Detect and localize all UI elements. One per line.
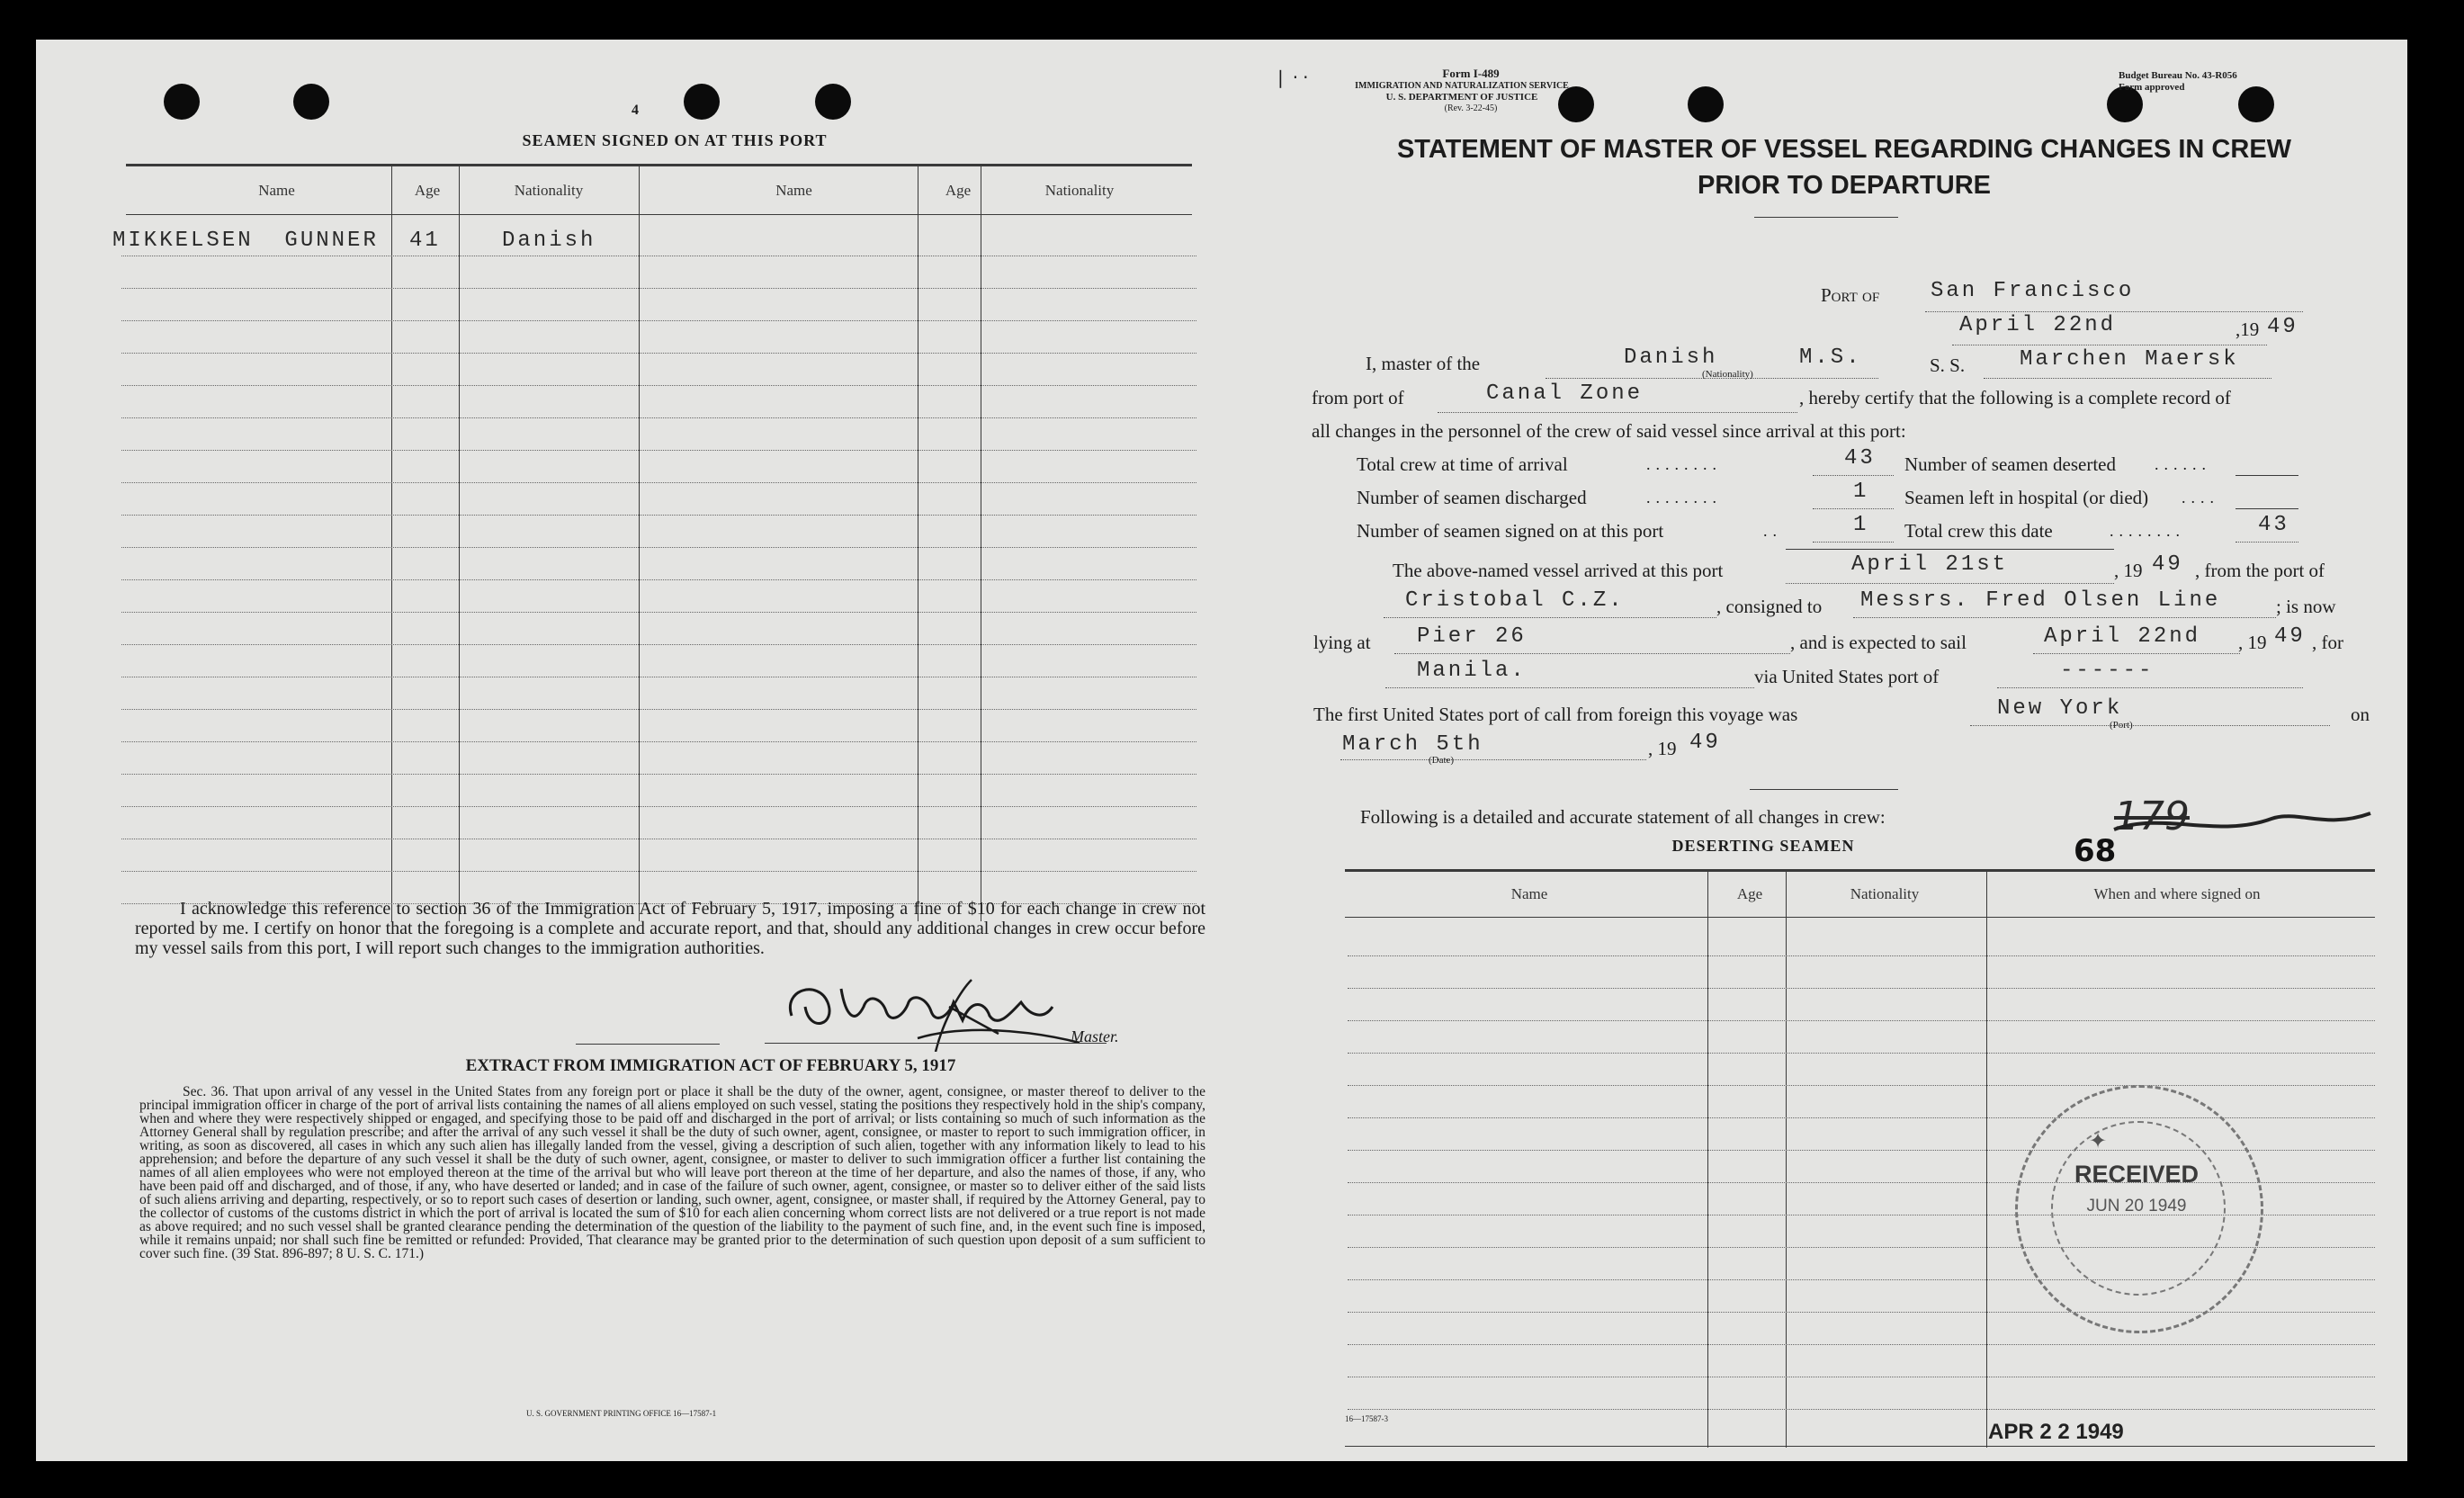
document-sheet xyxy=(36,40,2407,1461)
leader-dots: ...... xyxy=(2155,455,2211,473)
origin-port: Cristobal C.Z. xyxy=(1405,588,1625,613)
first-port-year: 49 xyxy=(1689,731,1721,755)
section-title: SEAMEN SIGNED ON AT THIS PORT xyxy=(522,131,828,149)
form-title-line-2: PRIOR TO DEPARTURE xyxy=(1697,171,1991,200)
deserting-header-rule xyxy=(1345,917,2375,918)
hospital-label: Seamen left in hospital (or died) xyxy=(1904,487,2149,508)
col-divider xyxy=(1786,872,1787,1448)
total-crew-date-label: Total crew this date xyxy=(1904,520,2053,542)
col-divider xyxy=(391,166,392,921)
punch-hole xyxy=(1688,86,1724,122)
punch-hole xyxy=(815,84,851,120)
hospital-underline xyxy=(2236,508,2298,509)
arrived-rule xyxy=(1786,549,2114,550)
punch-hole xyxy=(684,84,720,120)
first-port-label: The first United States port of call from foreign this voyage was xyxy=(1313,704,1798,725)
from-port-label: from port of xyxy=(1312,387,1404,408)
budget-line-2: Form approved xyxy=(2119,82,2185,93)
col-header-nationality: Nationality xyxy=(514,182,584,199)
stamp-date: JUN 20 1949 xyxy=(2086,1197,2187,1215)
stamp-received-text: RECEIVED xyxy=(2074,1161,2200,1188)
via-label: via United States port of xyxy=(1754,666,1940,687)
ss-label: S. S. xyxy=(1930,354,1966,376)
i-master-label: I, master of the xyxy=(1366,353,1481,374)
printer-note: U. S. GOVERNMENT PRINTING OFFICE 16—17587-1 xyxy=(526,1409,717,1418)
col-header-age: Age xyxy=(414,182,441,199)
date-year: 49 xyxy=(2267,315,2298,339)
arrived-year-prefix: , 19 xyxy=(2114,560,2143,581)
leader-dots: ........ xyxy=(1646,489,1722,507)
form-id: Form I-489 xyxy=(1442,67,1500,80)
table-top-rule xyxy=(126,164,1192,166)
vessel-type: M.S. xyxy=(1799,345,1862,370)
leader-dots: ........ xyxy=(2110,522,2185,540)
punch-hole xyxy=(2238,86,2274,122)
strike-scribble xyxy=(2110,794,2379,848)
deserting-top-rule xyxy=(1345,869,2375,872)
deserted-underline xyxy=(2236,475,2298,476)
col-divider xyxy=(639,166,640,921)
is-now-label: ; is now xyxy=(2276,596,2336,617)
table-row-nationality: Danish xyxy=(502,229,596,253)
bottom-date-stamp: APR 2 2 1949 xyxy=(1988,1420,2124,1444)
struck-number: 179 xyxy=(2114,794,2190,839)
leader-dots: .. xyxy=(1763,522,1782,540)
from-port-of-label: , from the port of xyxy=(2195,560,2325,581)
port-caption: (Port) xyxy=(2110,720,2133,731)
deserting-title: DESERTING SEAMEN xyxy=(1671,837,1855,855)
punch-hole xyxy=(164,84,200,120)
from-port-value: Canal Zone xyxy=(1486,381,1644,406)
nationality-value: Danish xyxy=(1624,345,1718,370)
col-divider xyxy=(459,166,460,921)
table-row-name: MIKKELSEN GUNNER xyxy=(112,229,379,253)
col-header-nationality-2: Nationality xyxy=(1044,182,1115,199)
on-label: on xyxy=(2351,704,2370,725)
lying-at-label: lying at xyxy=(1313,632,1371,653)
leader-dots: ........ xyxy=(1646,455,1722,473)
printer-note-right: 16—17587-3 xyxy=(1345,1414,1388,1423)
certify-text: , hereby certify that the following is a complete record of xyxy=(1799,387,2231,408)
total-crew-arrival-label: Total crew at time of arrival xyxy=(1357,453,1568,475)
stamp-star-icon: ✦ xyxy=(2089,1130,2108,1153)
vessel-name: Marchen Maersk xyxy=(2020,347,2239,372)
arrived-label: The above-named vessel arrived at this port xyxy=(1393,560,1724,581)
acknowledgment-text: I acknowledge this reference to section 36 of the Immigration Act of February 5, 1917, imposing a fine of $10 for each change in crew not reported by me. I certify on honor that the foregoing is a complete and accurate report, and that, should any additional changes in crew occur before my vessel sails from this port, I will report such changes to the immigration authorities. xyxy=(135,899,1205,958)
budget-line-1: Budget Bureau No. 43-R056 xyxy=(2119,70,2237,81)
first-port: New York xyxy=(1997,696,2123,721)
sail-date: April 22nd xyxy=(2044,624,2201,649)
first-port-date: March 5th xyxy=(1342,732,1483,757)
table-header-rule xyxy=(126,214,1192,215)
col-header-name-2: Name xyxy=(775,182,812,199)
deserting-col-signed-on: When and where signed on xyxy=(2093,885,2261,902)
port-of-label: Port of xyxy=(1821,284,1880,306)
deserting-col-name: Name xyxy=(1510,885,1548,902)
signed-on-value: 1 xyxy=(1853,513,1869,537)
deserted-label: Number of seamen deserted xyxy=(1904,453,2116,475)
extract-title: EXTRACT FROM IMMIGRATION ACT OF FEBRUARY 5, 1917 xyxy=(465,1056,956,1075)
consigned-label: , consigned to xyxy=(1716,596,1823,617)
port-of-value: San Francisco xyxy=(1931,279,2135,303)
sail-year-prefix: , 19 xyxy=(2238,632,2267,653)
extract-text: Sec. 36. That upon arrival of any vessel in the United States from any foreign port or place it shall be the duty of the owner, agent, consignee, or master thereof to deliver to the principal immigration officer in charge of the port of arrival lists containing the names of all aliens employed on such vessel, stating the positions they respectively hold in the ship's company, when and where they were respectively shipped or engaged, and specifying those to be paid off and discharged in the port of arrival; or lists containing so much of such information as the Attorney General shall by regulation prescribe; and after the arrival of any such vessel it shall be the duty of such owner, agent, consignee, or master to report to such immigration officer, in writing, as soon as discovered, all cases in which any such alien has illegally landed from the vessel, giving a description of such alien, together with any information likely to lead to his apprehension; and before the departure of any such vessel it shall be the duty of such owner, agent, consignee, or master to deliver to such immigration officer a further list containing the names of all alien employees who were not employed thereon at the time of the arrival but who will leave port thereon at the time of her departure, and also the names of those, if any, who have been paid off and discharged, and of those, if any, who have deserted or landed; and in case of the failure of such owner, agent, consignee, or master so to deliver either of the said lists of such aliens arriving and departing, respectively, or so to report such cases of desertion or landing, such owner, agent, consignee, or master shall, if required by the Attorney General, pay to the collector of customs of the customs district in which the port of arrival is located the sum of $10 for each alien concerning whom correct lists are not delivered or a true report is not made as above required; and no such vessel shall be granted clearance pending the determination of the question of the liability to the payment of such fine, and, in the event such fine is imposed, while it remains unpaid; nor shall such fine be remitted or refunded: Provided, That clearance may be granted prior to the determination of such question upon deposit of a sum sufficient to cover such fine. (39 Stat. 896-897; 8 U. S. C. 171.) xyxy=(139,1084,1205,1261)
form-mark: ❘ ‧ ‧ xyxy=(1273,68,1309,88)
leader-dots: .... xyxy=(2182,489,2219,507)
master-signature xyxy=(756,953,1205,1052)
section-rule xyxy=(1750,789,1898,790)
col-divider xyxy=(1986,872,1987,1448)
discharged-label: Number of seamen discharged xyxy=(1357,487,1587,508)
col-header-name: Name xyxy=(258,182,295,199)
arrived-date: April 21st xyxy=(1851,552,2009,577)
master-label: Master. xyxy=(1071,1027,1119,1045)
page-number: 4 xyxy=(632,103,639,118)
first-port-year-prefix: , 19 xyxy=(1648,738,1677,759)
consignee: Messrs. Fred Olsen Line xyxy=(1860,588,2221,613)
discharged-value: 1 xyxy=(1853,480,1869,504)
handwritten-number: 68 xyxy=(2074,833,2117,869)
col-header-age-2: Age xyxy=(945,182,972,199)
punch-hole xyxy=(293,84,329,120)
agency-line-1: IMMIGRATION AND NATURALIZATION SERVICE xyxy=(1355,81,1569,91)
title-rule xyxy=(576,1044,720,1045)
deserting-col-age: Age xyxy=(1736,885,1763,902)
nationality-caption: (Nationality) xyxy=(1702,369,1753,380)
total-crew-date-value: 43 xyxy=(2258,513,2289,537)
col-divider xyxy=(1707,872,1708,1448)
title-rule xyxy=(1754,217,1898,218)
date-year-prefix: ,19 xyxy=(2236,318,2260,340)
via-port: ------ xyxy=(2060,659,2155,683)
agency-line-2: U. S. DEPARTMENT OF JUSTICE xyxy=(1385,92,1538,103)
deserting-col-nationality: Nationality xyxy=(1850,885,1920,902)
signature-line xyxy=(765,1043,1107,1044)
following-label: Following is a detailed and accurate statement of all changes in crew: xyxy=(1360,806,1886,828)
for-label: , for xyxy=(2312,632,2343,653)
date-value: April 22nd xyxy=(1959,313,2117,337)
signed-on-label: Number of seamen signed on at this port xyxy=(1357,520,1664,542)
form-title-line-1: STATEMENT OF MASTER OF VESSEL REGARDING CHANGES IN CREW xyxy=(1396,135,2292,164)
form-revision: (Rev. 3-22-45) xyxy=(1444,103,1498,113)
certify-text-2: all changes in the personnel of the crew of said vessel since arrival at this port: xyxy=(1312,420,1906,442)
expected-label: , and is expected to sail xyxy=(1790,632,1967,653)
destination: Manila. xyxy=(1417,659,1527,683)
arrived-year: 49 xyxy=(2152,552,2183,577)
deserting-bottom-rule xyxy=(1345,1446,2375,1447)
table-row-age: 41 xyxy=(409,229,441,253)
total-crew-arrival-value: 43 xyxy=(1844,446,1876,471)
sail-year: 49 xyxy=(2274,624,2306,649)
lying-at: Pier 26 xyxy=(1417,624,1527,649)
date-caption: (Date) xyxy=(1429,755,1455,766)
